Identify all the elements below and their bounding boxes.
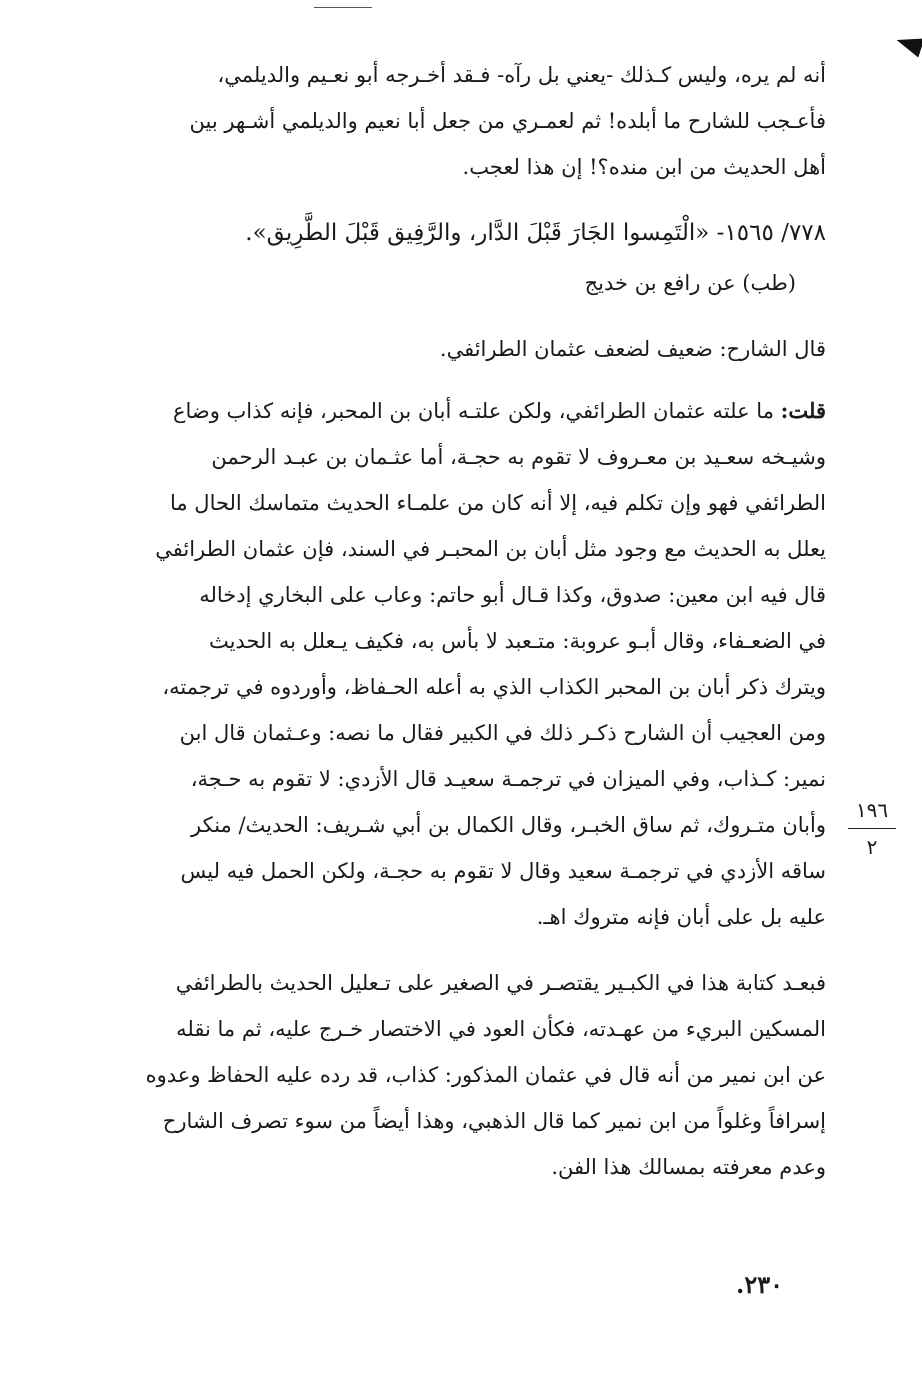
text-line: عن ابن نمير من أنه قال في عثمان المذكور: كذاب، قد رده عليه الحفاظ وعدوه <box>145 1063 826 1087</box>
paragraph-2 <box>120 388 826 940</box>
sharih-statement: قال الشارح: ضعيف لضعف عثمان الطرائفي. <box>439 337 826 361</box>
text-line: في الضعـفاء، وقال أبـو عروبة: متـعبد لا بأس به، فكيف يـعلل به الحديث <box>208 629 826 653</box>
text-line: ساقه الأزدي في ترجمـة سعيد وقال لا تقوم به حجـة، ولكن الحمل فيه ليس <box>180 859 826 883</box>
hadith-number: ٧٧٨/ ١٥٦٥- <box>716 220 826 246</box>
text-line: الطرائفي فهو وإن تكلم فيه، إلا أنه كان من علمـاء الحديث متماسك الحال ما <box>169 491 826 515</box>
text-line <box>120 388 826 434</box>
text-line: فبعـد كتابة هذا في الكبـير يقتصـر في الصغير على تـعليل الحديث بالطرائفي <box>175 971 826 995</box>
page-body <box>120 52 826 1190</box>
hadith-entry <box>120 206 826 260</box>
text-line: أنه لم يره، وليس كـذلك -يعني بل رآه- فـقد أخـرجه أبو نعـيم والديلمي، <box>217 63 826 87</box>
text-line: وشيـخه سعـيد بن معـروف لا تقوم به حجـة، أما عثـمان بن عبـد الرحمن <box>211 445 826 469</box>
margin-divider <box>848 828 896 829</box>
text-line: إسرافاً وغلواً من ابن نمير كما قال الذهبي، وهذا أيضاً من سوء تصرف الشارح <box>162 1109 826 1133</box>
text-line: أهل الحديث من ابن منده؟! إن هذا لعجب. <box>462 155 826 179</box>
corner-arrow-icon <box>894 30 922 57</box>
text-line: قال فيه ابن معين: صدوق، وكذا قـال أبو حاتم: وعاب على البخاري إدخاله <box>199 583 826 607</box>
text-line: فأعـجب للشارح ما أبلده! ثم لعمـري من جعل أبا نعيم والديلمي أشـهر بين <box>189 109 826 133</box>
top-rule <box>314 7 372 8</box>
margin-reference <box>846 796 898 861</box>
margin-reference-top: ١٩٦ <box>855 798 889 822</box>
text-line: وعدم معرفته بمسالك هذا الفن. <box>551 1155 826 1179</box>
hadith-text: «الْتَمِسوا الجَارَ قَبْلَ الدَّار، والرَّفِيق قَبْلَ الطَّرِيق». <box>245 220 710 246</box>
text-line: ومن العجيب أن الشارح ذكـر ذلك في الكبير فقال ما نصه: وعـثمان قال ابن <box>179 721 826 745</box>
text-line: عليه بل على أبان فإنه متروك اهـ. <box>536 905 826 929</box>
page-number: ٢٣٠. <box>736 1270 784 1299</box>
text-line: يعلل به الحديث مع وجود مثل أبان بن المحبـر في السند، فإن عثمان الطرائفي <box>155 537 826 561</box>
text-line: وأبان متـروك، ثم ساق الخبـر، وقال الكمال بن أبي شـريف: الحديث/ منكر <box>191 813 826 837</box>
qultu-lead: قلت: <box>780 398 826 423</box>
text-line: نمير: كـذاب، وفي الميزان في ترجمـة سعيـد قال الأزدي: لا تقوم به حـجة، <box>190 767 826 791</box>
text-line: ويترك ذكر أبان بن المحبر الكذاب الذي به أعله الحـفاظ، وأوردوه في ترجمته، <box>162 675 826 699</box>
paragraph-1 <box>120 52 826 190</box>
paragraph-3 <box>120 960 826 1190</box>
margin-reference-bottom: ٢ <box>866 835 878 859</box>
hadith-source: (طب) عن رافع بن خديج <box>584 271 796 295</box>
text-line: المسكين البريء من عهـدته، فكأن العود في الاختصار خـرج عليه، ثم ما نقله <box>176 1017 826 1041</box>
text-line-rest: ما علته عثمان الطرائفي، ولكن علتـه أبان بن المحبر، فإنه كذاب وضاع <box>172 399 781 423</box>
